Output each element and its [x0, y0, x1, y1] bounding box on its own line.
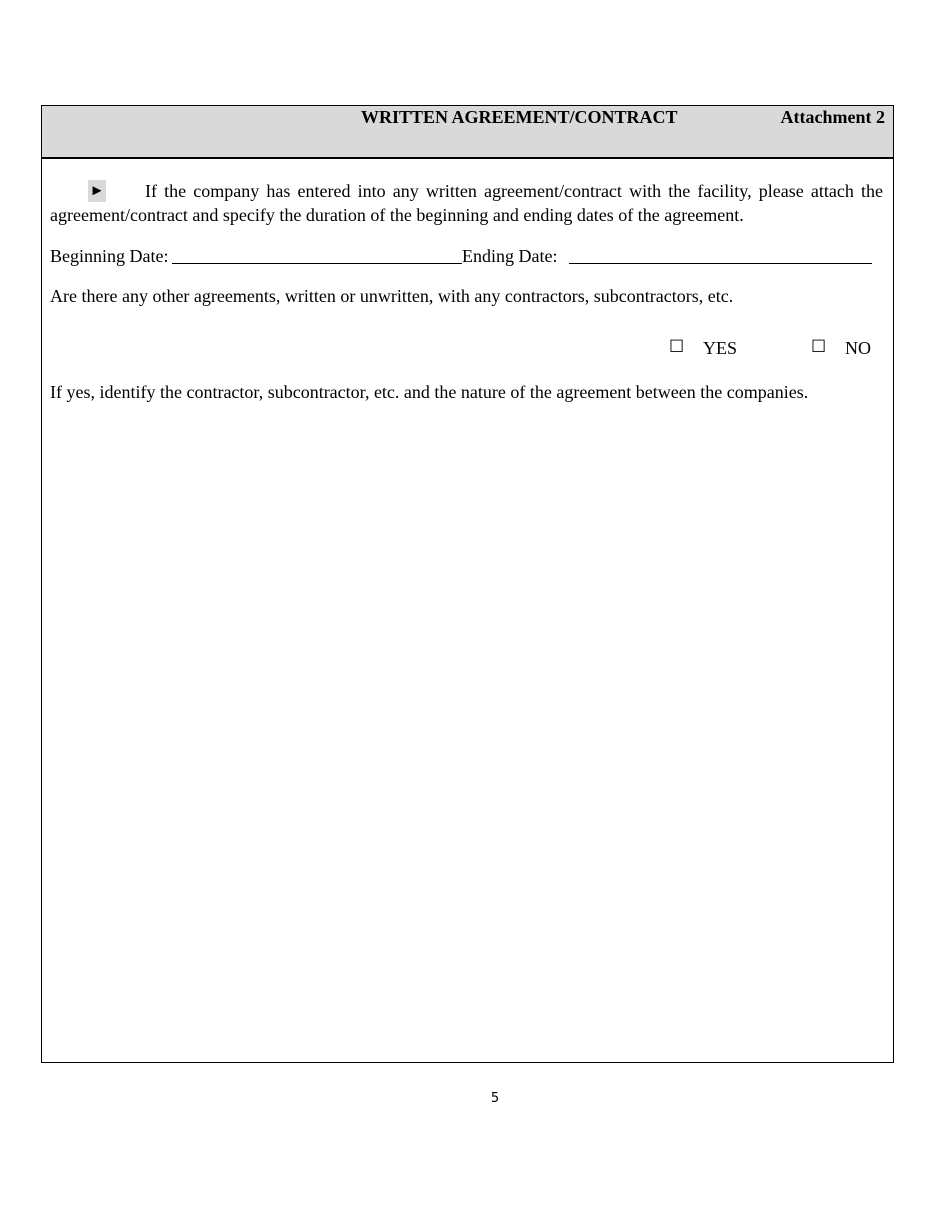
- instruction-line-2: agreement/contract and specify the duration of the beginning and ending dates of the agreement.: [50, 205, 744, 225]
- beginning-date-field[interactable]: [172, 263, 462, 264]
- attachment-label: Attachment 2: [780, 107, 885, 127]
- instruction-line-1: If the company has entered into any written agreement/contract with the facility, please attach the: [145, 181, 883, 201]
- ending-date-field[interactable]: [569, 263, 872, 264]
- no-label: NO: [845, 338, 871, 358]
- no-checkbox[interactable]: ☐: [811, 337, 827, 357]
- agreement-form: [41, 105, 894, 1063]
- ending-date-label: Ending Date:: [462, 246, 558, 266]
- beginning-date-label: Beginning Date:: [50, 246, 169, 266]
- response-area[interactable]: [50, 411, 885, 1051]
- other-agreements-question: Are there any other agreements, written or unwritten, with any contractors, subcontractors, etc.: [50, 286, 734, 306]
- yes-checkbox[interactable]: ☐: [669, 337, 685, 357]
- form-title: WRITTEN AGREEMENT/CONTRACT: [361, 107, 678, 127]
- followup-instruction: If yes, identify the contractor, subcontractor, etc. and the nature of the agreement between the companies.: [50, 382, 809, 402]
- form-header: [42, 106, 893, 159]
- right-pointer-icon: ►: [88, 180, 106, 202]
- page-number: 5: [490, 1091, 500, 1106]
- yes-label: YES: [703, 338, 738, 358]
